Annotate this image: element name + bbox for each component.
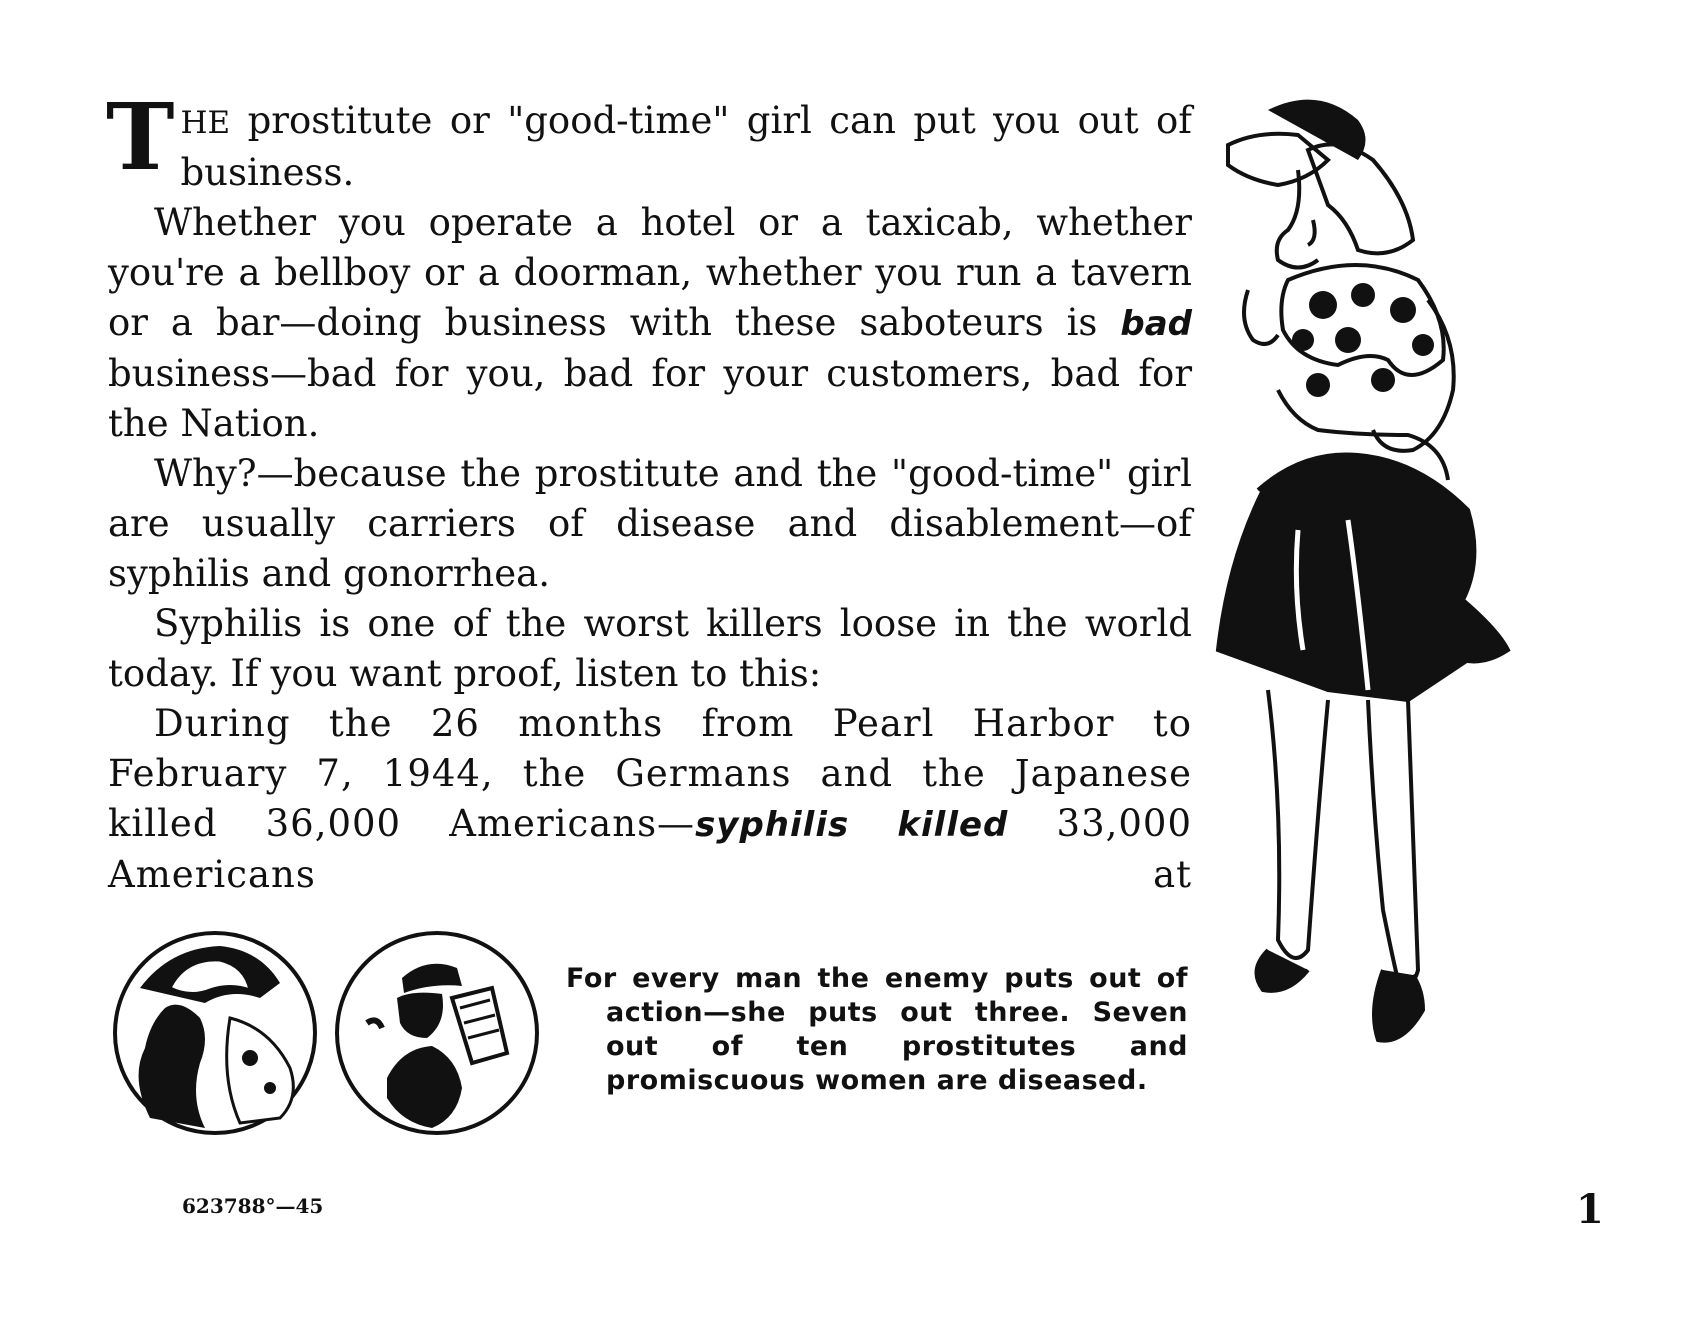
paragraph-1 [106,83,1192,198]
print-code: 623788°—45 [182,1194,324,1218]
soldier-backpack-icon [332,928,542,1138]
paragraph-3: Why?—because the prostitute and the "good-time" girl are usually carriers of disease and disablement—of syphilis and gonorrhea. [108,452,1192,595]
paragraph-4: Syphilis is one of the worst killers loose in the world today. If you want proof, listen to this: [108,602,1192,695]
paragraph-2-text-a: Whether you operate a hotel or a taxicab, whether you're a bellboy or a doorman, whether you run a tavern or a bar—doing business with these saboteurs is [108,201,1192,344]
page-number: 1 [1576,1186,1604,1233]
paragraph-5-text-b: 33,000 Americans at [108,802,1192,896]
body-text [106,83,1192,900]
woman-smoking-illustration [1208,90,1608,1140]
drop-cap: T [106,83,175,191]
paragraph-1-text: prostitute or "good-time" girl can put you out of business. [180,99,1192,194]
paragraph-5-text-a: During the 26 months from Pearl Harbor to February 7, 1944, the Germans and the Japanese killed 36,000 Americans— [108,702,1192,845]
soldier-helmet-globe-icon [110,928,320,1138]
paragraph-2-text-b: business—bad for you, bad for your customers, bad for the Nation. [108,352,1192,445]
paragraph-2-italic: bad [1120,304,1192,344]
medallions [110,928,540,1148]
caption-text: For every man the enemy puts out of action—she puts out three. Seven out of ten prostitutes and promiscuous women are diseased. [566,963,1188,1096]
paragraph-2 [108,198,1192,449]
paragraph-5 [108,699,1192,900]
paragraph-5-italic: syphilis killed [695,805,1009,845]
caption [566,962,1188,1098]
small-caps-he: HE [180,105,231,141]
